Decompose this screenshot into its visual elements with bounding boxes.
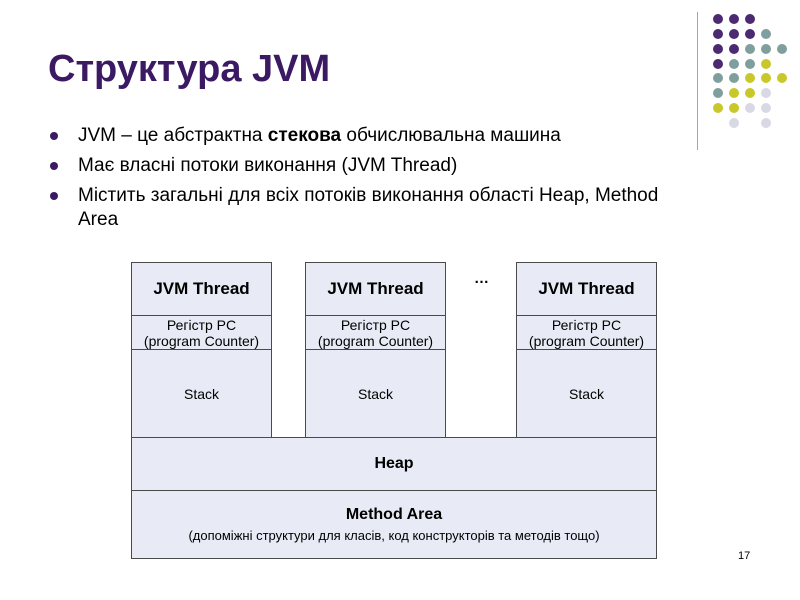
decor-dot: [745, 59, 755, 69]
bullet-text: JVM – це абстрактна: [78, 125, 268, 146]
bullet-item: [48, 184, 698, 232]
decor-dot: [745, 44, 755, 54]
decor-dot: [729, 118, 739, 128]
decor-dot: [713, 29, 723, 39]
thread-header-3: [516, 262, 657, 316]
decor-dot: [729, 103, 739, 113]
bullet-bold-text: стекова: [267, 125, 342, 146]
thread-stack-1: [131, 349, 272, 438]
decor-dot: [761, 118, 771, 128]
heap-area: [131, 437, 657, 491]
pc-register-label: Регістр PC: [166, 316, 237, 333]
thread-pc-register-1: [131, 315, 272, 350]
pc-register-sublabel: (program Counter): [317, 332, 434, 349]
decor-dot: [713, 44, 723, 54]
bullet-item: [48, 154, 698, 178]
thread-stack-3: [516, 349, 657, 438]
more-threads-ellipsis: …: [474, 270, 489, 287]
decor-dot: [729, 44, 739, 54]
pc-register-sublabel: (program Counter): [143, 332, 260, 349]
decor-dot: [729, 14, 739, 24]
decor-dot: [761, 103, 771, 113]
decor-dot: [745, 103, 755, 113]
decor-dot: [745, 29, 755, 39]
decor-dot: [761, 44, 771, 54]
stack-label: Stack: [357, 385, 393, 402]
decor-dot: [777, 73, 787, 83]
thread-pc-register-2: [305, 315, 446, 350]
pc-register-label: Регістр PC: [340, 316, 411, 333]
thread-pc-register-3: [516, 315, 657, 350]
method-area-description: (допоміжні структури для класів, код конструкторів та методів тощо): [188, 528, 600, 543]
decor-dot: [713, 59, 723, 69]
decor-dot: [713, 103, 723, 113]
bullet-text: обчислювальна машина: [341, 125, 561, 146]
stack-label: Stack: [568, 385, 604, 402]
thread-header-label: JVM Thread: [538, 279, 635, 298]
decor-dot: [745, 73, 755, 83]
decor-dot: [713, 73, 723, 83]
pc-register-label: Регістр PC: [551, 316, 622, 333]
method-area: [131, 490, 657, 559]
thread-header-1: [131, 262, 272, 316]
decor-dot: [761, 29, 771, 39]
decor-dot: [729, 88, 739, 98]
bullet-item: [48, 124, 698, 148]
decor-dot: [729, 73, 739, 83]
decor-dot: [745, 88, 755, 98]
thread-header-2: [305, 262, 446, 316]
decor-dot: [777, 44, 787, 54]
decor-dot: [713, 14, 723, 24]
bullet-list: [48, 124, 698, 238]
pc-register-sublabel: (program Counter): [528, 332, 645, 349]
thread-stack-2: [305, 349, 446, 438]
decor-dot: [761, 88, 771, 98]
heap-label: Heap: [374, 455, 414, 472]
thread-header-label: JVM Thread: [153, 279, 250, 298]
decor-dot: [745, 14, 755, 24]
decor-dot: [761, 73, 771, 83]
decor-dot: [729, 59, 739, 69]
slide-title: Структура JVM: [48, 48, 331, 90]
page-number: 17: [738, 550, 751, 562]
bullet-text: Містить загальні для всіх потоків виконання області Heap, Method Area: [78, 185, 659, 230]
stack-label: Stack: [183, 385, 219, 402]
thread-header-label: JVM Thread: [327, 279, 424, 298]
bullet-text: Має власні потоки виконання (JVM Thread): [78, 155, 458, 176]
decor-dot: [761, 59, 771, 69]
method-area-label: Method Area: [345, 506, 443, 523]
decor-dot: [713, 88, 723, 98]
decor-dot: [729, 29, 739, 39]
